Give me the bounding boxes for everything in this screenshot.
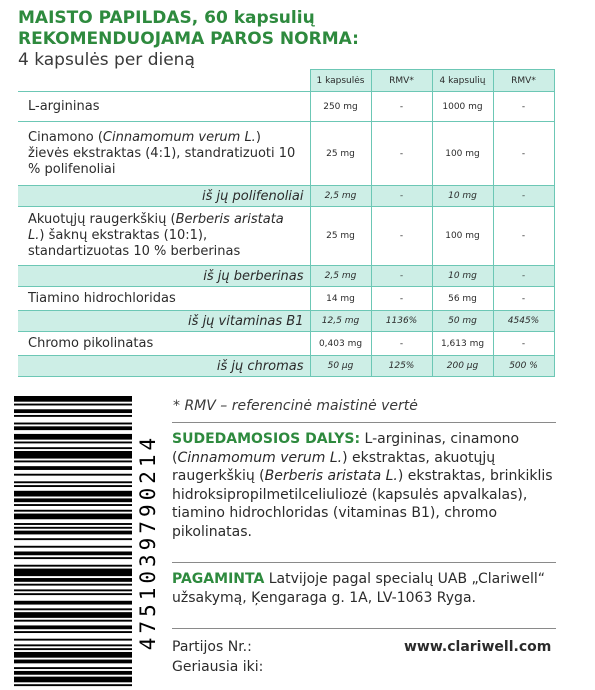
barcode-bar <box>14 639 132 641</box>
lot-label: Partijos Nr.: <box>172 639 252 655</box>
ingredient-name: Akuotųjų raugerkškių (Berberis aristata L.) šaknų ekstraktas (10:1), standartizuotas 10 % berberinas <box>18 207 310 266</box>
value-cell: 200 µg <box>432 356 493 377</box>
ingredients-text: SUDEDAMOSIOS DALYS: L-argininas, cinamono (Cinnamomum verum L.) ekstraktas, akuotųjų raugerkškių (Berberis aristata L.) ekstraktas, brinkiklis hidroksipropilmetilceliuliozė (kapsulės apvalkalas), tiamino hidrochloridas (vitaminas B1), chromo pikolinatas. <box>172 431 553 540</box>
batch-info <box>172 637 263 677</box>
sub-ingredient-name: iš jų polifenoliai <box>18 186 310 207</box>
value-cell: 10 mg <box>432 266 493 287</box>
barcode-bar <box>14 652 132 658</box>
daily-dose-text: 4 kapsulės per dieną <box>18 50 195 70</box>
ingredient-name: L-argininas <box>18 92 310 122</box>
table-row <box>18 311 554 332</box>
barcode-bar <box>14 667 132 669</box>
ingredient-name: Chromo pikolinatas <box>18 332 310 356</box>
col-header: 1 kapsulės <box>310 70 371 92</box>
rmv-footnote: * RMV – referencinė maistinė vertė <box>173 398 418 414</box>
table-row <box>18 92 554 122</box>
value-cell: 25 mg <box>310 122 371 186</box>
value-cell: 125% <box>371 356 432 377</box>
barcode-bar <box>14 671 132 675</box>
value-cell: 2,5 mg <box>310 186 371 207</box>
daily-dose-heading: REKOMENDUOJAMA PAROS NORMA: <box>18 29 359 49</box>
barcode-bar <box>14 451 132 459</box>
table-row <box>18 332 554 356</box>
value-cell: 1136% <box>371 311 432 332</box>
barcode-bar <box>14 527 132 529</box>
ingredients-label: SUDEDAMOSIOS DALYS: <box>172 431 361 447</box>
barcode-bar <box>14 466 132 470</box>
barcode-bars <box>14 396 132 688</box>
barcode-bar <box>14 442 132 444</box>
sub-ingredient-name: iš jų berberinas <box>18 266 310 287</box>
table-row <box>18 186 554 207</box>
value-cell: 250 mg <box>310 92 371 122</box>
sub-ingredient-name: iš jų vitaminas B1 <box>18 311 310 332</box>
value-cell: - <box>371 266 432 287</box>
value-cell: 56 mg <box>432 287 493 311</box>
value-cell: - <box>493 122 554 186</box>
value-cell: - <box>371 287 432 311</box>
value-cell: - <box>371 332 432 356</box>
value-cell: 1,613 mg <box>432 332 493 356</box>
barcode-bar <box>14 409 132 413</box>
ingredient-name: Cinamono (Cinnamomum verum L.) žievės ekstraktas (4:1), standratizuoti 10 % polifenoliai <box>18 122 310 186</box>
col-header: RMV* <box>493 70 554 92</box>
table-row <box>18 207 554 266</box>
barcode-bar <box>14 684 132 686</box>
barcode-bar <box>14 625 132 629</box>
value-cell: - <box>371 186 432 207</box>
barcode-bar <box>14 557 132 559</box>
barcode-bar <box>14 404 132 406</box>
value-cell: - <box>371 207 432 266</box>
barcode-bar <box>14 608 132 610</box>
barcode-bar <box>14 504 132 506</box>
barcode-bar <box>14 415 132 417</box>
value-cell: - <box>371 92 432 122</box>
manufacturer-label: PAGAMINTA <box>172 571 265 587</box>
barcode-bar <box>14 514 132 520</box>
barcode-bar <box>14 589 132 591</box>
value-cell: 12,5 mg <box>310 311 371 332</box>
value-cell: 2,5 mg <box>310 266 371 287</box>
value-cell: - <box>493 287 554 311</box>
barcode-bar <box>14 396 132 402</box>
value-cell: - <box>493 186 554 207</box>
value-cell: 10 mg <box>432 186 493 207</box>
barcode <box>14 396 164 688</box>
barcode-bar <box>14 677 132 683</box>
col-header: RMV* <box>371 70 432 92</box>
value-cell: 1000 mg <box>432 92 493 122</box>
barcode-bar <box>14 474 132 476</box>
barcode-bar <box>14 423 132 425</box>
value-cell: 100 mg <box>432 207 493 266</box>
website: www.clariwell.com <box>404 639 552 655</box>
product-header <box>18 8 578 70</box>
table-header-row <box>18 70 554 92</box>
value-cell: 50 µg <box>310 356 371 377</box>
barcode-bar <box>14 510 132 512</box>
barcode-bar <box>14 546 132 548</box>
nutrition-table <box>18 69 555 377</box>
table-row <box>18 356 554 377</box>
barcode-bar <box>14 565 132 567</box>
barcode-bar <box>14 426 132 430</box>
value-cell: 0,403 mg <box>310 332 371 356</box>
barcode-bar <box>14 523 132 525</box>
value-cell: - <box>493 207 554 266</box>
barcode-bar <box>14 460 132 462</box>
barcode-bar <box>14 569 132 577</box>
value-cell: 4545% <box>493 311 554 332</box>
barcode-number: 4751039790214 <box>136 433 160 651</box>
barcode-bar <box>14 481 132 483</box>
barcode-bar <box>14 631 132 633</box>
value-cell: 50 mg <box>432 311 493 332</box>
barcode-bar <box>14 538 132 540</box>
value-cell: - <box>493 266 554 287</box>
table-row <box>18 122 554 186</box>
ingredient-name: Tiamino hidrochloridas <box>18 287 310 311</box>
best-before-label: Geriausia iki: <box>172 659 264 675</box>
barcode-bar <box>14 447 132 449</box>
barcode-bar <box>14 601 132 605</box>
divider <box>172 422 556 423</box>
value-cell: 500 % <box>493 356 554 377</box>
table-row <box>18 287 554 311</box>
value-cell: - <box>493 92 554 122</box>
barcode-bar <box>14 660 132 664</box>
barcode-bar <box>14 620 132 622</box>
value-cell: 100 mg <box>432 122 493 186</box>
barcode-bar <box>14 644 132 646</box>
divider <box>172 562 556 563</box>
barcode-bar <box>14 593 132 595</box>
col-header: 4 kapsulių <box>432 70 493 92</box>
barcode-bar <box>14 648 132 650</box>
value-cell: 14 mg <box>310 287 371 311</box>
value-cell: 25 mg <box>310 207 371 266</box>
value-cell: - <box>493 332 554 356</box>
manufacturer-text: PAGAMINTA Latvijoje pagal specialų UAB „Clariwell“ užsakymą, Ķengaraga g. 1A, LV-1063 Ryga. <box>172 571 545 606</box>
barcode-bar <box>14 491 132 497</box>
product-title: MAISTO PAPILDAS, 60 kapsulių <box>18 8 315 28</box>
barcode-bar <box>14 551 132 555</box>
barcode-bar <box>14 584 132 586</box>
barcode-bar <box>14 531 132 535</box>
barcode-bar <box>14 498 132 502</box>
divider <box>172 628 556 629</box>
barcode-bar <box>14 485 132 487</box>
barcode-bar <box>14 578 132 582</box>
value-cell: - <box>371 122 432 186</box>
table-row <box>18 266 554 287</box>
barcode-bar <box>14 434 132 440</box>
barcode-bar <box>14 612 132 618</box>
sub-ingredient-name: iš jų chromas <box>18 356 310 377</box>
